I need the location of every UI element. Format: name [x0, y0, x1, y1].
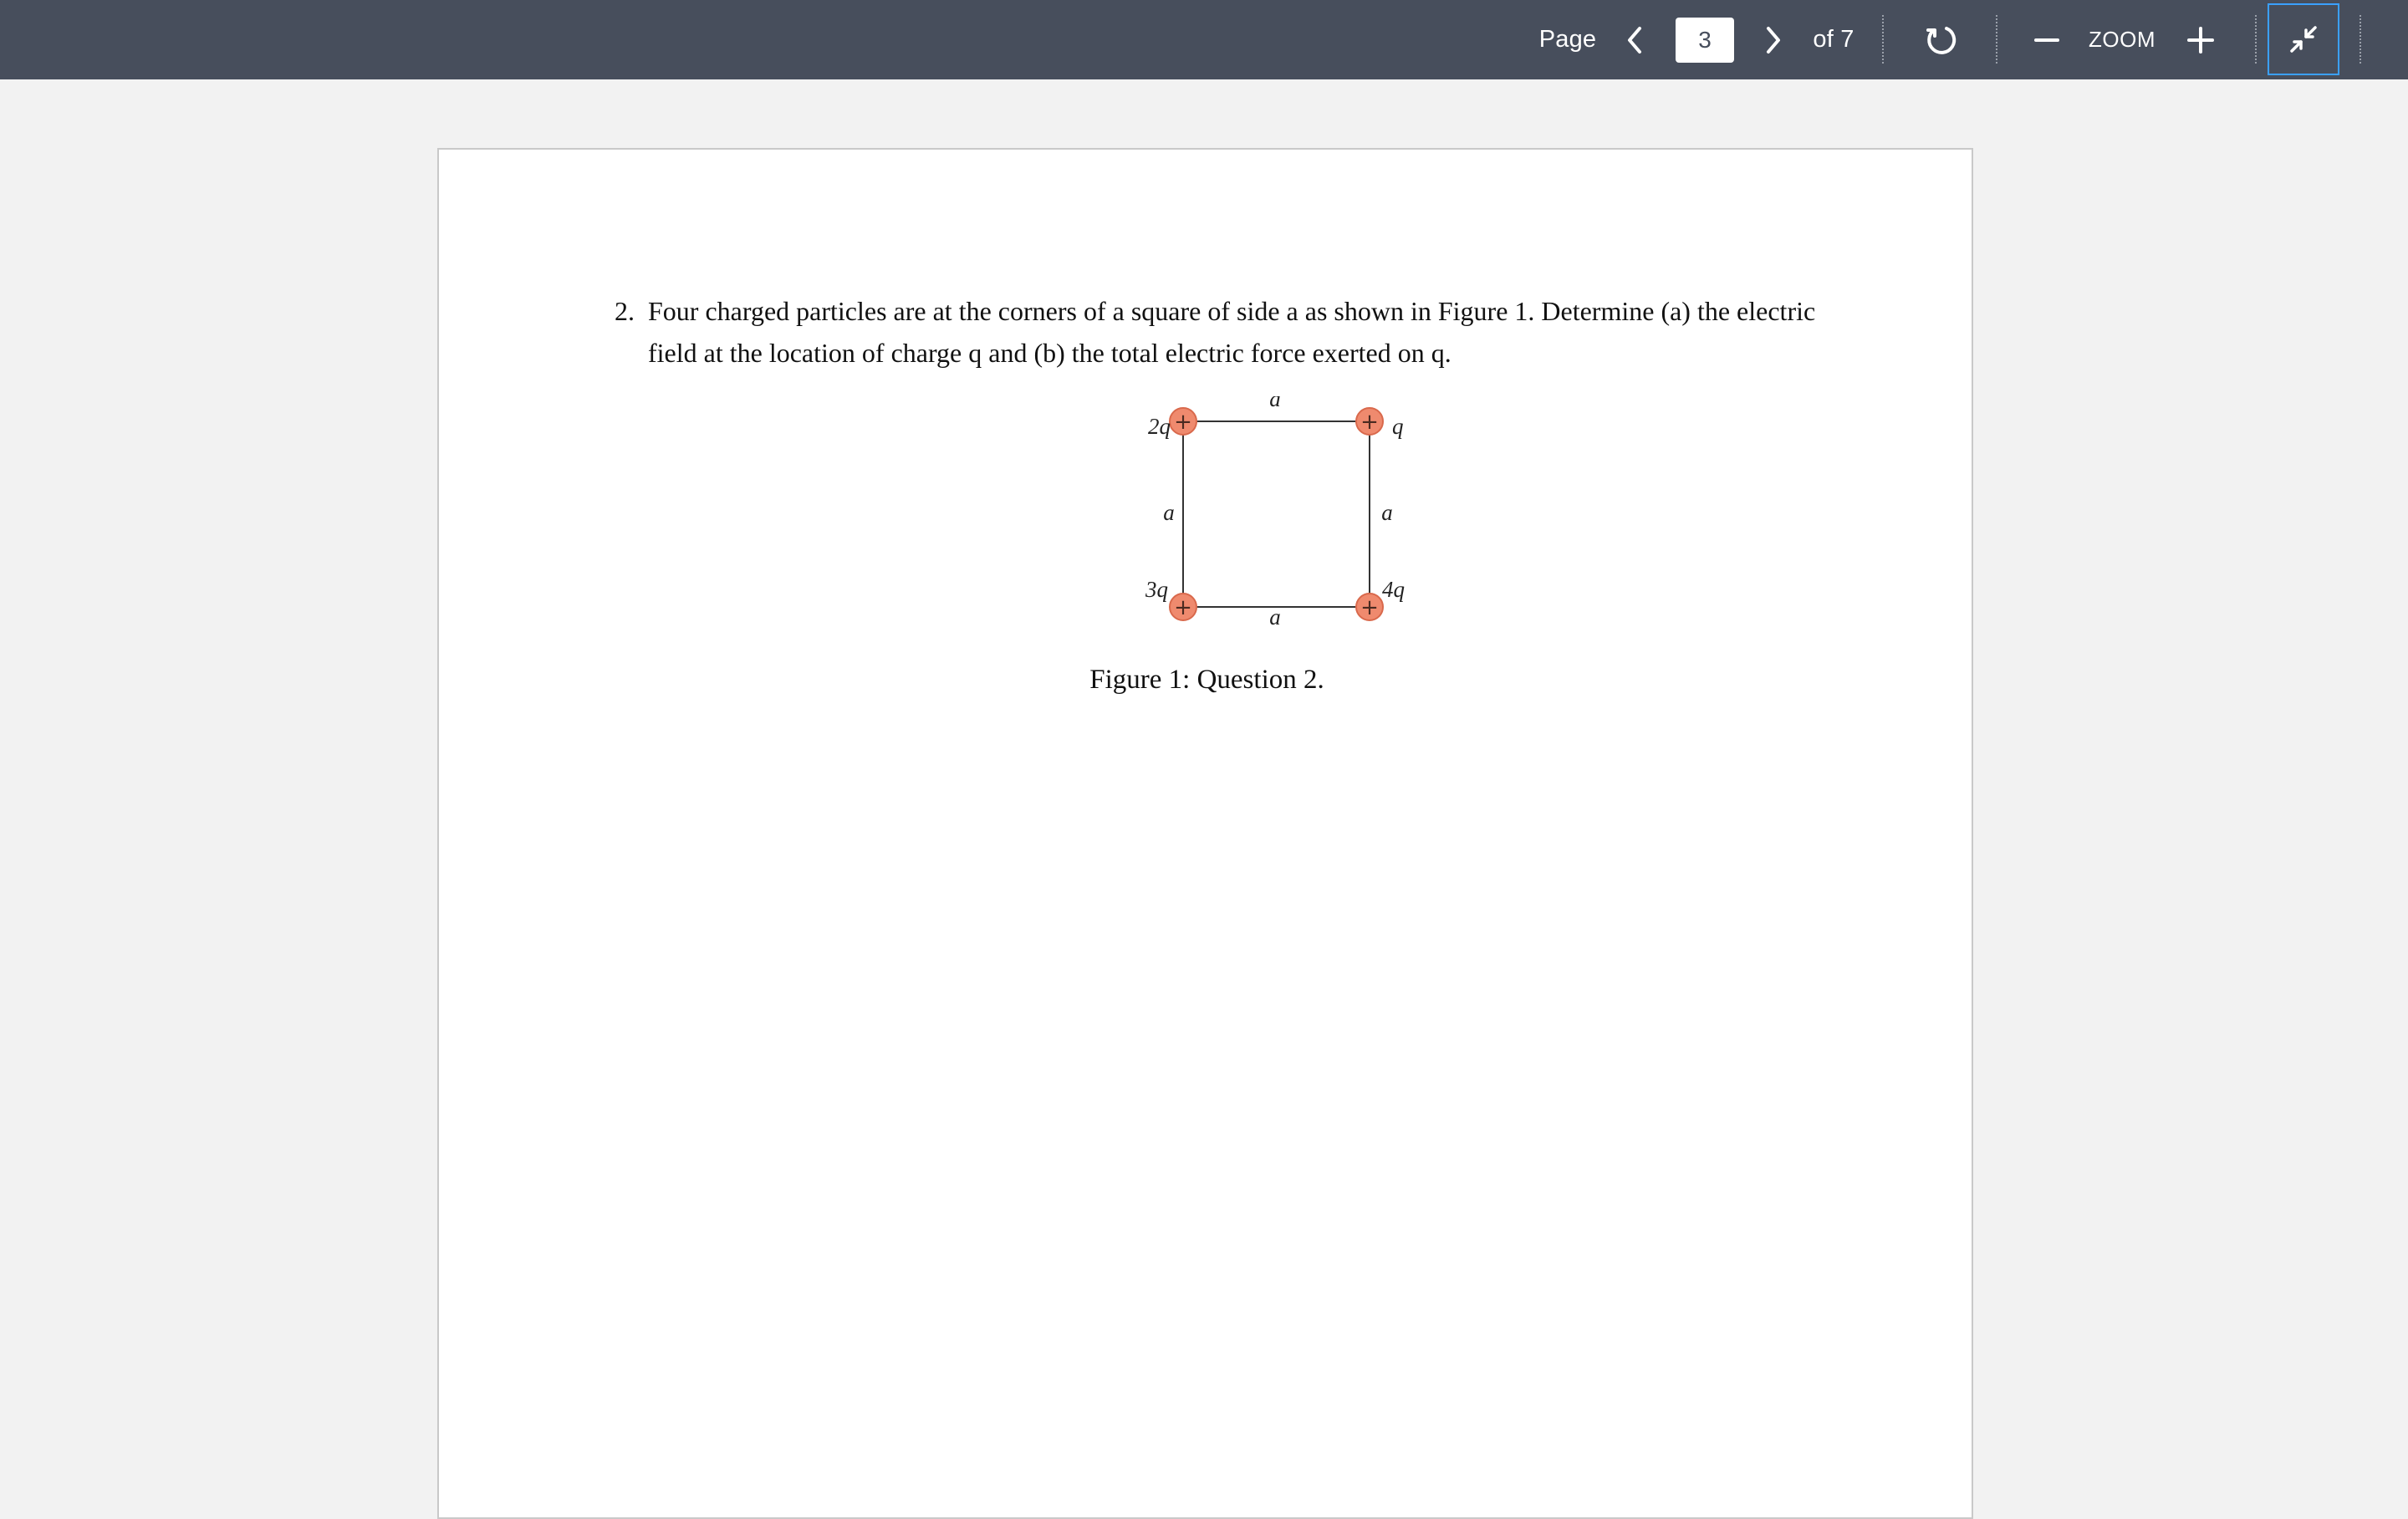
side-label-right: a	[1381, 500, 1393, 525]
rotate-icon	[1924, 23, 1959, 58]
toolbar-divider	[1882, 15, 1884, 64]
next-page-button[interactable]	[1754, 0, 1793, 79]
plus-icon	[2186, 26, 2215, 54]
zoom-in-button[interactable]	[2184, 0, 2217, 79]
chevron-right-icon	[1763, 25, 1783, 55]
zoom-out-button[interactable]	[2030, 0, 2064, 79]
side-label-left: a	[1163, 500, 1175, 525]
toolbar-divider	[2255, 15, 2257, 64]
exit-fullscreen-icon	[2287, 23, 2320, 56]
problem-text: Four charged particles are at the corners of a square of side a as shown in Figure 1. Determine (a) the electric field at the location of charge q and (b) the total electric force exerted on q.	[648, 296, 1816, 368]
svg-text:+: +	[1174, 595, 1192, 620]
charge-top-left	[1170, 408, 1196, 435]
rotate-button[interactable]	[1920, 0, 1963, 79]
viewer-toolbar	[0, 0, 2408, 79]
svg-text:+: +	[1174, 410, 1192, 435]
charge-label-top-left: 2q	[1148, 414, 1171, 439]
svg-text:+: +	[1360, 410, 1379, 435]
chevron-left-icon	[1625, 25, 1645, 55]
document-page	[437, 148, 1973, 1519]
charge-top-right	[1356, 408, 1383, 435]
charge-bottom-left	[1170, 594, 1196, 620]
charge-bottom-right	[1356, 594, 1383, 620]
problem-number: 2.	[615, 296, 635, 326]
side-label-bottom: a	[1269, 604, 1281, 630]
svg-text:+: +	[1360, 595, 1379, 620]
toolbar-divider	[2360, 15, 2361, 64]
minus-icon	[2033, 27, 2060, 54]
zoom-label: ZOOM	[2089, 27, 2155, 52]
toolbar-divider	[1996, 15, 1997, 64]
figure-caption: Figure 1: Question 2.	[1089, 665, 1324, 695]
page-label: Page	[1538, 26, 1597, 53]
exit-fullscreen-button[interactable]	[2268, 3, 2339, 75]
page-number-input[interactable]	[1676, 18, 1734, 63]
side-label-top: a	[1269, 396, 1281, 411]
charge-label-bottom-right: 4q	[1382, 577, 1405, 602]
previous-page-button[interactable]	[1615, 0, 1654, 79]
charge-square-figure	[1083, 396, 1434, 639]
page-count: of 7	[1813, 26, 1854, 53]
charge-label-bottom-left: 3q	[1145, 577, 1168, 602]
charge-label-top-right: q	[1392, 414, 1404, 439]
